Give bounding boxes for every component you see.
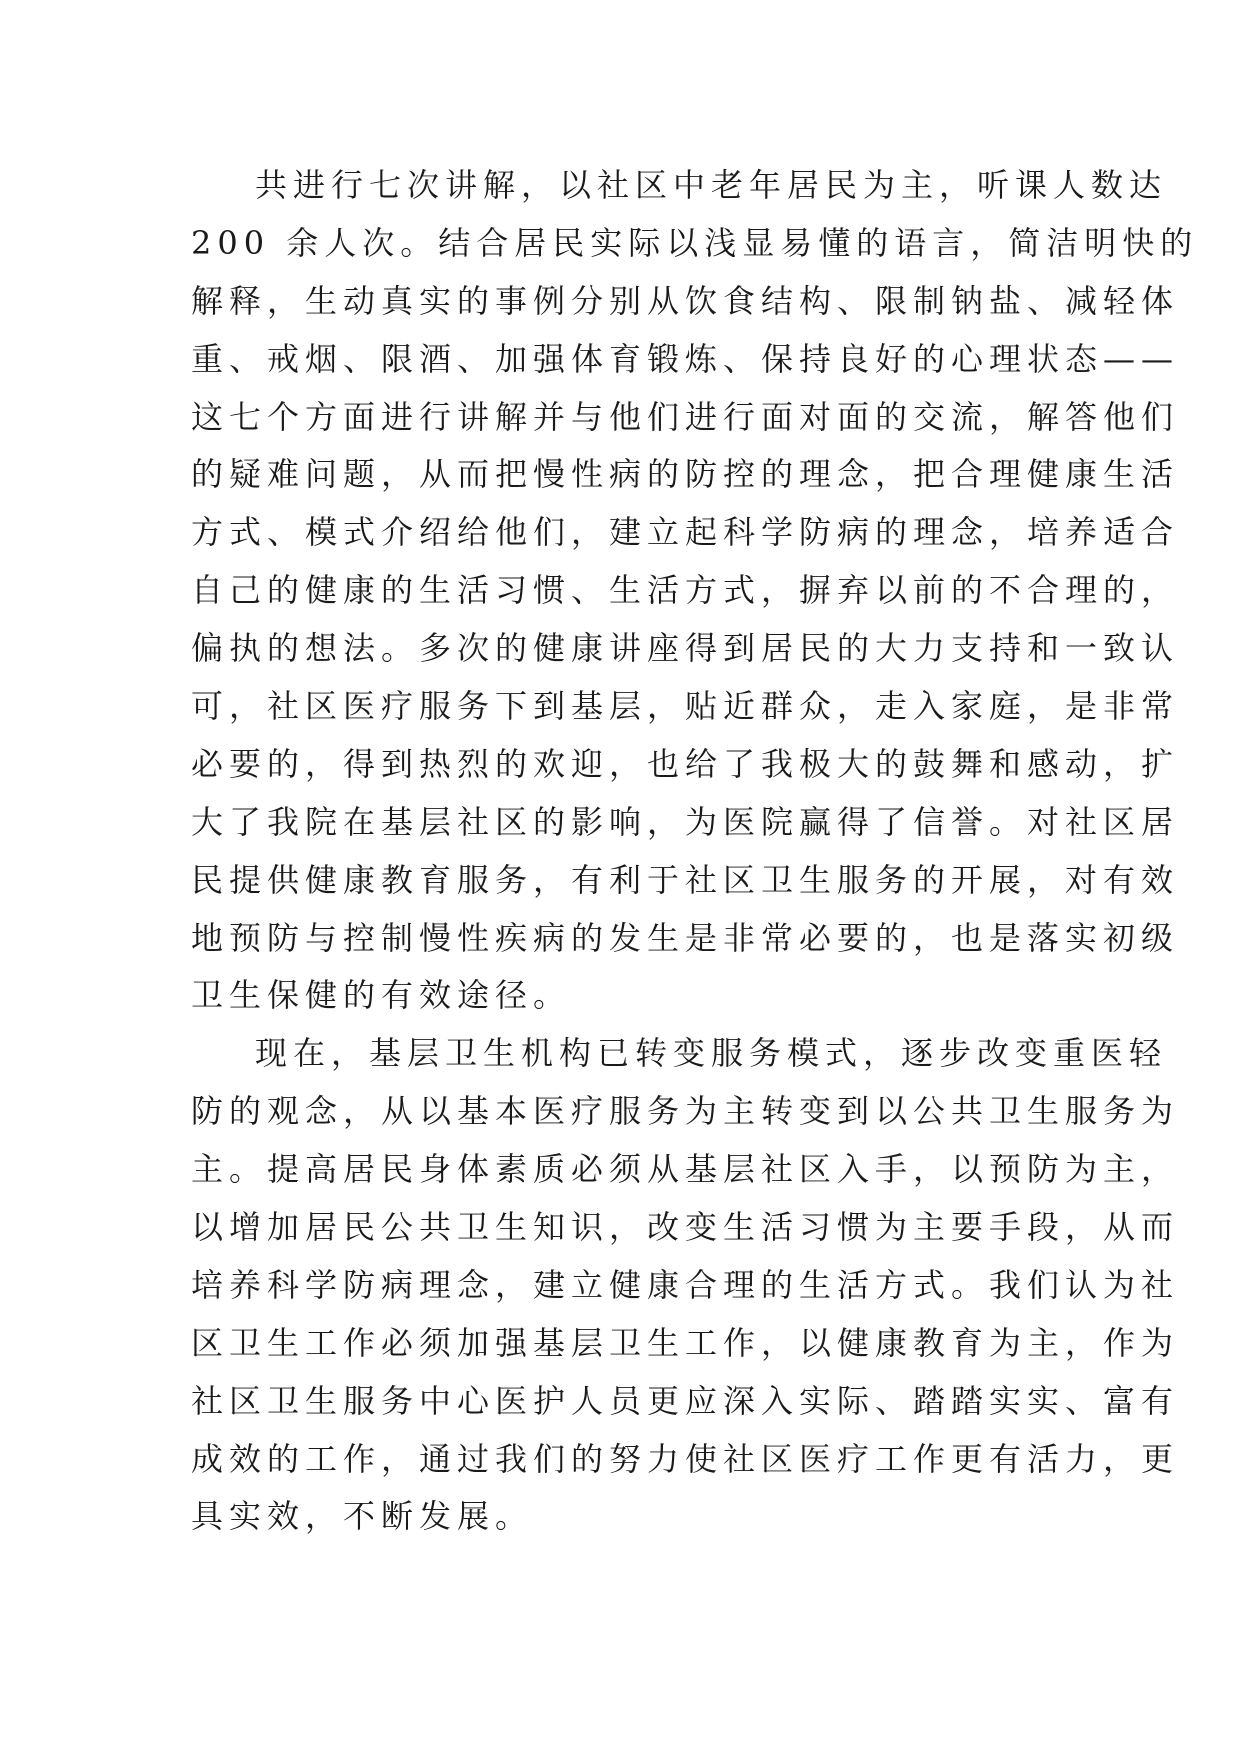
- text-line: 自己的健康的生活习惯、生活方式，摒弃以前的不合理的，: [191, 571, 1180, 610]
- text-line: 200 余人次。结合居民实际以浅显易懂的语言，简洁明快的: [191, 223, 1199, 262]
- text-line: 地预防与控制慢性疾病的发生是非常必要的，也是落实初级: [191, 918, 1180, 957]
- text-line: 社区卫生服务中心医护人员更应深入实际、踏踏实实、富有: [191, 1381, 1180, 1420]
- text-line: 民提供健康教育服务，有利于社区卫生服务的开展，对有效: [191, 860, 1180, 899]
- text-line: 成效的工作，通过我们的努力使社区医疗工作更有活力，更: [191, 1439, 1180, 1478]
- text-line: 这七个方面进行讲解并与他们进行面对面的交流，解答他们: [191, 397, 1180, 436]
- text-line: 主。提高居民身体素质必须从基层社区入手，以预防为主，: [191, 1150, 1180, 1189]
- paragraph-2: [191, 1025, 1180, 1546]
- text-line: 偏执的想法。多次的健康讲座得到居民的大力支持和一致认: [191, 629, 1180, 668]
- text-line: 解释，生动真实的事例分别从饮食结构、限制钠盐、减轻体: [191, 281, 1180, 320]
- text-line: 的疑难问题，从而把慢性病的防控的理念，把合理健康生活: [191, 455, 1180, 494]
- text-line: 共进行七次讲解，以社区中老年居民为主，听课人数达: [255, 166, 1168, 204]
- text-line: 培养科学防病理念，建立健康合理的生活方式。我们认为社: [191, 1265, 1180, 1304]
- text-line: 大了我院在基层社区的影响，为医院赢得了信誉。对社区居: [191, 802, 1180, 841]
- text-line: 具实效，不断发展。: [191, 1497, 534, 1536]
- text-line: 可，社区医疗服务下到基层，贴近群众，走入家庭，是非常: [191, 687, 1180, 726]
- body-text: [191, 157, 1199, 1546]
- text-line: 区卫生工作必须加强基层卫生工作，以健康教育为主，作为: [191, 1323, 1180, 1362]
- text-line: 必要的，得到热烈的欢迎，也给了我极大的鼓舞和感动，扩: [191, 744, 1180, 783]
- text-line: 重、戒烟、限酒、加强体育锻炼、保持良好的心理状态——: [191, 339, 1180, 378]
- text-line: 防的观念，从以基本医疗服务为主转变到以公共卫生服务为: [191, 1092, 1180, 1131]
- text-line: 现在，基层卫生机构已转变服务模式，逐步改变重医轻: [255, 1034, 1168, 1073]
- text-line: 以增加居民公共卫生知识，改变生活习惯为主要手段，从而: [191, 1208, 1180, 1247]
- paragraph-1: [191, 157, 1199, 1025]
- text-line: 方式、模式介绍给他们，建立起科学防病的理念，培养适合: [191, 513, 1180, 552]
- text-line: 卫生保健的有效途径。: [191, 976, 572, 1015]
